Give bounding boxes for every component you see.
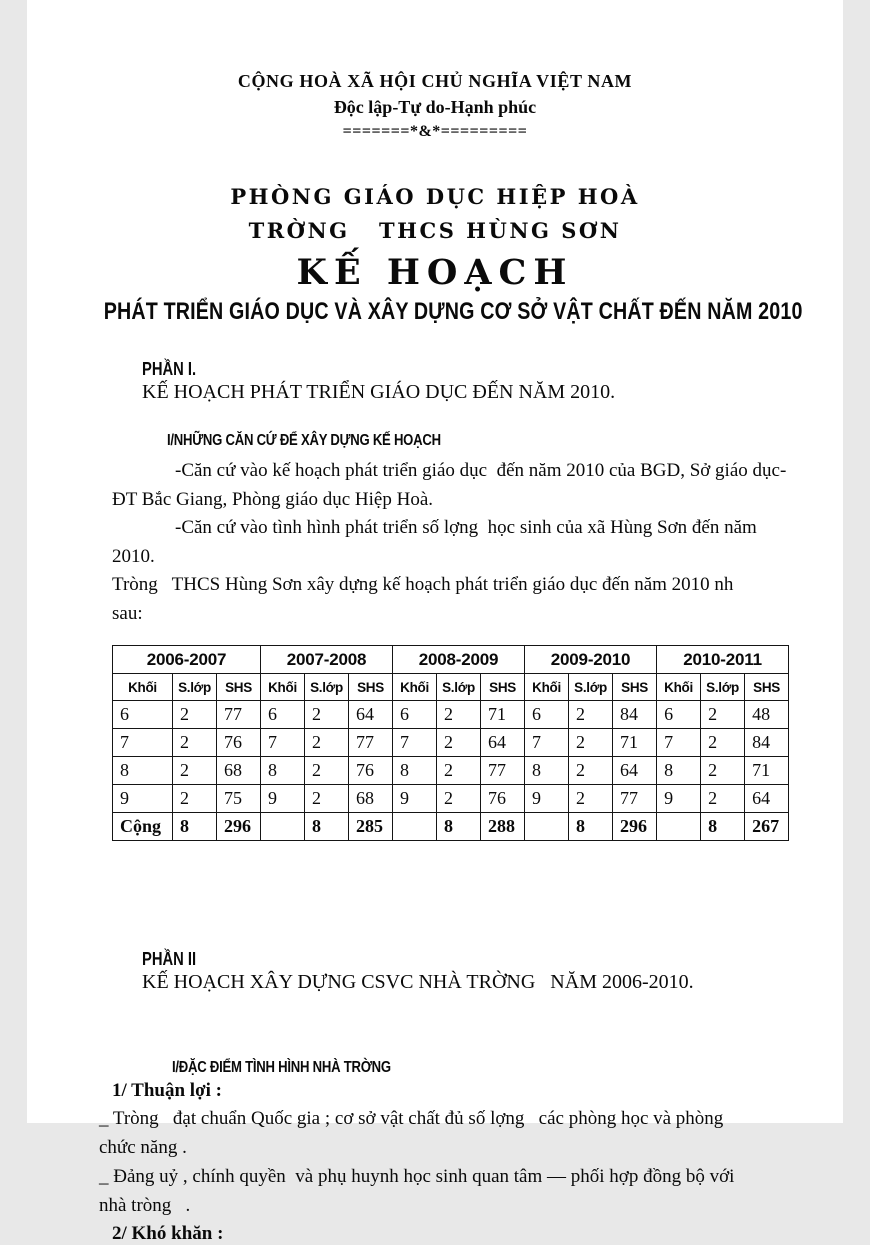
table-cell: 7 bbox=[525, 729, 569, 757]
column-header: Khối bbox=[261, 674, 305, 701]
table-cell: 288 bbox=[481, 813, 525, 841]
table-cell: 71 bbox=[613, 729, 657, 757]
table-total-row bbox=[113, 813, 789, 841]
table-cell: 2 bbox=[569, 757, 613, 785]
table-cell bbox=[525, 813, 569, 841]
table-cell: 6 bbox=[113, 701, 173, 729]
org-department-line: PHÒNG GIÁO DỤC HIỆP HOÀ bbox=[230, 184, 640, 209]
part1-label: PHẦN I. bbox=[142, 359, 197, 379]
table-cell: 8 bbox=[173, 813, 217, 841]
table-cell: 2 bbox=[701, 729, 745, 757]
part2-heading bbox=[122, 925, 843, 1017]
table-cell: 76 bbox=[217, 729, 261, 757]
table-cell: 2 bbox=[437, 757, 481, 785]
table-cell: 64 bbox=[613, 757, 657, 785]
year-group-header: 2010-2011 bbox=[657, 646, 789, 674]
table-cell: 48 bbox=[745, 701, 789, 729]
table-cell bbox=[261, 813, 305, 841]
table-cell: 2 bbox=[173, 757, 217, 785]
column-header: SHS bbox=[217, 674, 261, 701]
table-row bbox=[113, 701, 789, 729]
table-cell: 8 bbox=[113, 757, 173, 785]
column-header: S.lớp bbox=[569, 674, 613, 701]
table-cell: 8 bbox=[569, 813, 613, 841]
column-header: Khối bbox=[113, 674, 173, 701]
table-cell: 8 bbox=[701, 813, 745, 841]
header-separator: =======*&*========= bbox=[342, 123, 528, 140]
table-cell: 6 bbox=[261, 701, 305, 729]
column-header: S.lớp bbox=[173, 674, 217, 701]
column-header: Khối bbox=[393, 674, 437, 701]
table-row bbox=[113, 785, 789, 813]
text-line: -Căn cứ vào tình hình phát triển số lợng học sinh của xã Hùng Sơn đến năm bbox=[175, 517, 757, 538]
table-cell: 7 bbox=[113, 729, 173, 757]
text-line: _ Đảng uỷ , chính quyền và phụ huynh học sinh quan tâm — phối hợp đồng bộ với bbox=[99, 1166, 735, 1187]
table-cell: 8 bbox=[305, 813, 349, 841]
column-header: Khối bbox=[657, 674, 701, 701]
table-cell: 2 bbox=[173, 701, 217, 729]
table-cell: 6 bbox=[657, 701, 701, 729]
table-cell: 7 bbox=[393, 729, 437, 757]
table-cell: 2 bbox=[701, 701, 745, 729]
column-header: SHS bbox=[349, 674, 393, 701]
part2-subheading bbox=[172, 1059, 843, 1077]
table-cell: 6 bbox=[393, 701, 437, 729]
table-cell: 64 bbox=[349, 701, 393, 729]
table-cell: 285 bbox=[349, 813, 393, 841]
year-group-header: 2007-2008 bbox=[261, 646, 393, 674]
column-header: Khối bbox=[525, 674, 569, 701]
table-cell bbox=[657, 813, 701, 841]
year-group-header: 2006-2007 bbox=[113, 646, 261, 674]
table-cell: 84 bbox=[613, 701, 657, 729]
part2-subheading-text: I/ĐẶC ĐIỂM TÌNH HÌNH NHÀ TRỜNG bbox=[172, 1059, 391, 1076]
year-group-header: 2009-2010 bbox=[525, 646, 657, 674]
part1-heading-text: KẾ HOẠCH PHÁT TRIỂN GIÁO DỤC ĐẾN NĂM 2010. bbox=[142, 381, 616, 403]
table-cell: 68 bbox=[217, 757, 261, 785]
table-cell: 8 bbox=[525, 757, 569, 785]
text-line: sau: bbox=[112, 602, 143, 624]
table-cell: 2 bbox=[569, 701, 613, 729]
table-cell: 2 bbox=[569, 729, 613, 757]
table-cell: 64 bbox=[481, 729, 525, 757]
table-cell: 2 bbox=[569, 785, 613, 813]
text-line: chức năng . bbox=[99, 1137, 187, 1158]
table-cell: 2 bbox=[437, 701, 481, 729]
table-cell: 77 bbox=[349, 729, 393, 757]
table-cell: 2 bbox=[305, 757, 349, 785]
national-motto-line2: Độc lập-Tự do-Hạnh phúc bbox=[333, 96, 537, 117]
table-cell: 6 bbox=[525, 701, 569, 729]
document-page bbox=[27, 0, 843, 1244]
table-cell: 76 bbox=[349, 757, 393, 785]
organisation-block bbox=[27, 180, 843, 248]
table-cell: 77 bbox=[481, 757, 525, 785]
part1-subheading bbox=[167, 432, 843, 450]
part1-subheading-text: I/NHỮNG CĂN CỨ ĐỂ XÂY DỰNG KẾ HOẠCH bbox=[167, 432, 441, 449]
text-line: 2010. bbox=[112, 545, 155, 567]
table-row bbox=[113, 729, 789, 757]
org-school-line: TRỜNG THCS HÙNG SƠN bbox=[248, 218, 622, 243]
table-cell: 68 bbox=[349, 785, 393, 813]
table-row bbox=[113, 757, 789, 785]
table-cell: 84 bbox=[745, 729, 789, 757]
table-cell: 76 bbox=[481, 785, 525, 813]
table-cell: 2 bbox=[305, 701, 349, 729]
table-cell: 71 bbox=[481, 701, 525, 729]
table-cell: 71 bbox=[745, 757, 789, 785]
year-group-header: 2008-2009 bbox=[393, 646, 525, 674]
table-cell: 8 bbox=[261, 757, 305, 785]
table-cell: 296 bbox=[217, 813, 261, 841]
document-title: KẾ HOẠCH bbox=[296, 252, 574, 293]
text-line: Tròng THCS Hùng Sơn xây dựng kế hoạch phát triển giáo dục đến năm 2010 nh bbox=[112, 574, 734, 595]
part2-heading-text: KẾ HOẠCH XÂY DỰNG CSVC NHÀ TRỜNG NĂM 2006-2010. bbox=[142, 971, 694, 993]
table-cell: 8 bbox=[437, 813, 481, 841]
table-cell: 2 bbox=[701, 785, 745, 813]
text-line: nhà tròng . bbox=[99, 1195, 191, 1216]
table-cell: 7 bbox=[657, 729, 701, 757]
table-cell: 2 bbox=[437, 729, 481, 757]
table-subheader-row bbox=[113, 674, 789, 701]
table-cell: Cộng bbox=[113, 813, 173, 841]
table-cell: 2 bbox=[701, 757, 745, 785]
part2-label: PHẦN II bbox=[142, 949, 197, 969]
column-header: SHS bbox=[481, 674, 525, 701]
table-year-row bbox=[113, 646, 789, 674]
part1-heading bbox=[122, 335, 843, 427]
table-cell: 7 bbox=[261, 729, 305, 757]
advantages-title: 1/ Thuận lợi : bbox=[112, 1080, 222, 1101]
document-subtitle bbox=[27, 298, 843, 326]
table-cell bbox=[393, 813, 437, 841]
national-motto-line1: CỘNG HOÀ XÃ HỘI CHỦ NGHĨA VIỆT NAM bbox=[237, 71, 633, 91]
table-cell: 9 bbox=[393, 785, 437, 813]
table-cell: 2 bbox=[173, 729, 217, 757]
text-line: -Căn cứ vào kế hoạch phát triển giáo dục đến năm 2010 của BGD, Sở giáo dục- bbox=[175, 460, 787, 481]
difficulties-title: 2/ Khó khăn : bbox=[112, 1223, 224, 1244]
column-header: S.lớp bbox=[305, 674, 349, 701]
table-cell: 2 bbox=[305, 785, 349, 813]
table-cell: 9 bbox=[657, 785, 701, 813]
national-header bbox=[27, 0, 843, 142]
text-line: ĐT Bắc Giang, Phòng giáo dục Hiệp Hoà. bbox=[112, 488, 434, 510]
table-cell: 75 bbox=[217, 785, 261, 813]
table-cell: 2 bbox=[437, 785, 481, 813]
column-header: S.lớp bbox=[437, 674, 481, 701]
column-header: SHS bbox=[745, 674, 789, 701]
table-cell: 2 bbox=[173, 785, 217, 813]
table-cell: 77 bbox=[217, 701, 261, 729]
enrollment-plan-table bbox=[112, 645, 789, 841]
table-cell: 8 bbox=[393, 757, 437, 785]
table-body bbox=[113, 701, 789, 841]
document-subtitle-text: PHÁT TRIỂN GIÁO DỤC VÀ XÂY DỰNG CƠ SỞ VẬT CHẤT ĐẾN NĂM 2010 bbox=[103, 298, 803, 325]
table-cell: 9 bbox=[113, 785, 173, 813]
part1-paragraphs bbox=[112, 457, 788, 628]
table-cell: 77 bbox=[613, 785, 657, 813]
table-cell: 9 bbox=[525, 785, 569, 813]
table-cell: 64 bbox=[745, 785, 789, 813]
column-header: S.lớp bbox=[701, 674, 745, 701]
table-cell: 267 bbox=[745, 813, 789, 841]
advantages-paragraphs bbox=[99, 1104, 789, 1220]
table-cell: 2 bbox=[305, 729, 349, 757]
column-header: SHS bbox=[613, 674, 657, 701]
table-cell: 296 bbox=[613, 813, 657, 841]
table-cell: 8 bbox=[657, 757, 701, 785]
table-cell: 9 bbox=[261, 785, 305, 813]
text-line: _ Tròng đạt chuẩn Quốc gia ; cơ sở vật chất đủ số lợng các phòng học và phòng bbox=[99, 1108, 724, 1129]
